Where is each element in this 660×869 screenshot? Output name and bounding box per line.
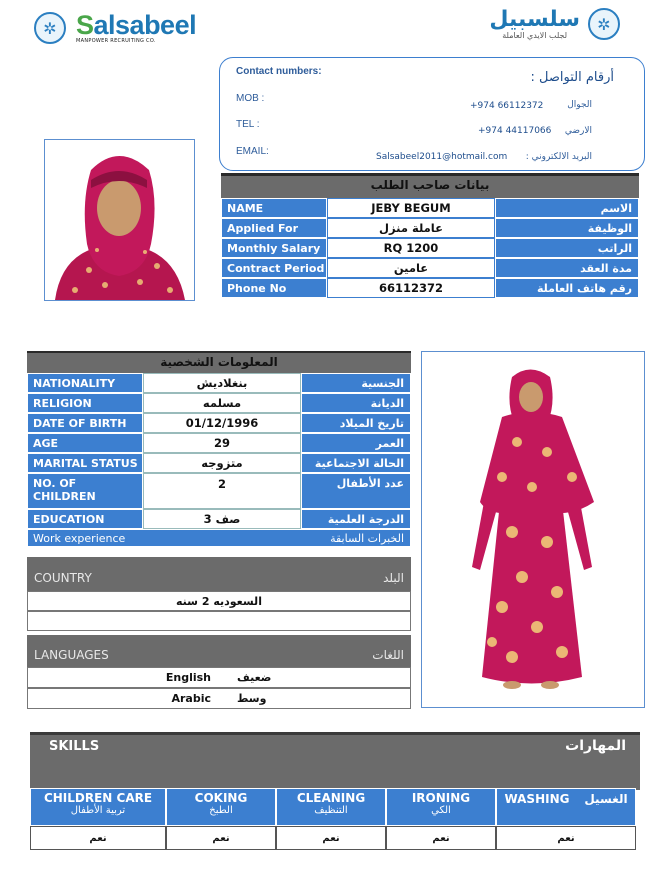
email-value: Salsabeel2011@hotmail.com [376, 152, 508, 162]
skill-value: نعم [386, 826, 496, 850]
work-experience-label-ar: الخبرات السابقة [330, 531, 404, 545]
logo-emblem-icon: ✲ [34, 12, 66, 44]
brand-subtitle: MANPOWER RECRUITING CO. [76, 38, 156, 44]
personal-row [27, 453, 411, 473]
mob-label-ar: الجوال [567, 100, 592, 110]
applicant-field-value: RQ 1200 [327, 238, 495, 258]
portrait-photo [44, 139, 195, 301]
applicant-field-label-ar: الاسم [495, 198, 639, 218]
tel-value: +974 44117066 [478, 126, 552, 136]
applicant-field-label: Contract Period [221, 258, 327, 278]
skill-header [166, 788, 276, 826]
personal-field-value: بنغلاديش [143, 373, 301, 393]
applicant-field-value: 66112372 [327, 278, 495, 298]
skill-header [30, 788, 166, 826]
tel-label-ar: الارضي [564, 126, 592, 136]
skill-name: CHILDREN CARE [43, 791, 153, 805]
country-empty-row [27, 611, 411, 631]
personal-info-header: المعلومات الشخصية [27, 351, 411, 373]
skill-value: نعم [30, 826, 166, 850]
skill-value: نعم [496, 826, 636, 850]
languages-label-ar: اللغات [372, 648, 404, 662]
personal-row [27, 433, 411, 453]
email-label-ar: البريد الالكتروني : [525, 152, 592, 162]
personal-field-label: RELIGION [27, 393, 143, 413]
skill-value: نعم [276, 826, 386, 850]
personal-field-label-ar: تاريخ الميلاد [301, 413, 411, 433]
applicant-field-label: Phone No [221, 278, 327, 298]
portrait-image [45, 140, 194, 300]
applicant-field-label: Monthly Salary [221, 238, 327, 258]
applicant-field-value: عاملة منزل [327, 218, 495, 238]
skill-name-ar: الطبخ [209, 805, 233, 816]
applicant-table-header: بيانات صاحب الطلب [221, 173, 639, 198]
skill-name: IRONING [411, 791, 471, 805]
logo-emblem-icon: ✲ [588, 8, 620, 40]
applicant-field-label-ar: الوظيفة [495, 218, 639, 238]
applicant-field-value: JEBY BEGUM [327, 198, 495, 218]
skill-header [496, 788, 636, 826]
applicant-field-label: NAME [221, 198, 327, 218]
personal-field-label-ar: الجنسية [301, 373, 411, 393]
brand-name: Salsabeel [76, 10, 197, 40]
company-logo-ar [489, 8, 620, 40]
work-experience-bar [27, 529, 411, 547]
personal-row [27, 413, 411, 433]
country-value-row: السعوديه 2 سنه [27, 591, 411, 611]
applicant-field-value: عامين [327, 258, 495, 278]
language-row [27, 667, 411, 688]
personal-field-label: MARITAL STATUS [27, 453, 143, 473]
company-logo-en [34, 8, 204, 48]
applicant-field-label: Applied For [221, 218, 327, 238]
skill-header [276, 788, 386, 826]
skill-name-ar: الكي [431, 805, 451, 816]
skill-name: COKING [194, 791, 248, 805]
mob-label: MOB : [236, 93, 265, 104]
applicant-row [221, 258, 639, 278]
country-label: COUNTRY [34, 571, 92, 585]
personal-info-table [27, 351, 411, 547]
skill-name: WASHING [504, 792, 570, 806]
personal-row [27, 393, 411, 413]
skill-name-ar: تربية الأطفال [70, 805, 126, 816]
personal-row [27, 509, 411, 529]
personal-row [27, 473, 411, 509]
skill-name: CLEANING [296, 791, 366, 805]
work-experience-label: Work experience [33, 531, 126, 545]
applicant-field-label-ar: مدة العقد [495, 258, 639, 278]
applicant-table [221, 173, 639, 298]
skill-name-ar: التنظيف [314, 805, 348, 816]
contact-box [219, 57, 645, 171]
language-level: وسط [237, 692, 267, 705]
applicant-row [221, 278, 639, 298]
personal-field-label-ar: العمر [301, 433, 411, 453]
country-section-header [27, 557, 411, 591]
skills-title: SKILLS [49, 739, 100, 754]
language-row [27, 688, 411, 709]
personal-field-label: AGE [27, 433, 143, 453]
skill-header [386, 788, 496, 826]
skill-name-ar: الغسيل [584, 792, 628, 806]
contact-title-en: Contact numbers: [236, 66, 322, 77]
language-name: English [165, 671, 211, 684]
personal-field-label: EDUCATION [27, 509, 143, 529]
personal-row [27, 373, 411, 393]
languages-section-header [27, 635, 411, 667]
skills-title-ar: المهارات [565, 738, 626, 754]
language-level: ضعيف [237, 671, 272, 684]
personal-field-value: متزوجه [143, 453, 301, 473]
personal-field-value: 29 [143, 433, 301, 453]
personal-field-label-ar: الديانة [301, 393, 411, 413]
skill-value: نعم [166, 826, 276, 850]
applicant-row [221, 238, 639, 258]
personal-field-value: صف 3 [143, 509, 301, 529]
personal-field-value: 01/12/1996 [143, 413, 301, 433]
applicant-field-label-ar: رقم هاتف العاملة [495, 278, 639, 298]
applicant-field-label-ar: الراتب [495, 238, 639, 258]
personal-field-label: NO. OF CHILDREN [27, 473, 143, 509]
brand-name-ar: سلسبيل [489, 6, 580, 32]
full-body-photo [421, 351, 645, 708]
personal-field-label-ar: الحالة الاجتماعية [301, 453, 411, 473]
applicant-row [221, 218, 639, 238]
personal-field-value: 2 [143, 473, 301, 509]
personal-field-label-ar: عدد الأطفال [301, 473, 411, 509]
contact-title-ar: أرقام التواصل : [530, 70, 614, 85]
personal-field-label: NATIONALITY [27, 373, 143, 393]
personal-field-label-ar: الدرجة العلمية [301, 509, 411, 529]
personal-field-label: DATE OF BIRTH [27, 413, 143, 433]
languages-label: LANGUAGES [34, 648, 109, 662]
email-label: EMAIL: [236, 146, 269, 157]
tel-label: TEL : [236, 119, 260, 130]
full-body-image [422, 352, 644, 707]
country-label-ar: البلد [383, 571, 404, 585]
personal-field-value: مسلمه [143, 393, 301, 413]
applicant-row [221, 198, 639, 218]
brand-subtitle-ar: لجلب الايدي العاملة [502, 30, 568, 40]
skills-header [30, 732, 640, 790]
mob-value: +974 66112372 [470, 101, 544, 111]
language-name: Arabic [171, 692, 211, 705]
